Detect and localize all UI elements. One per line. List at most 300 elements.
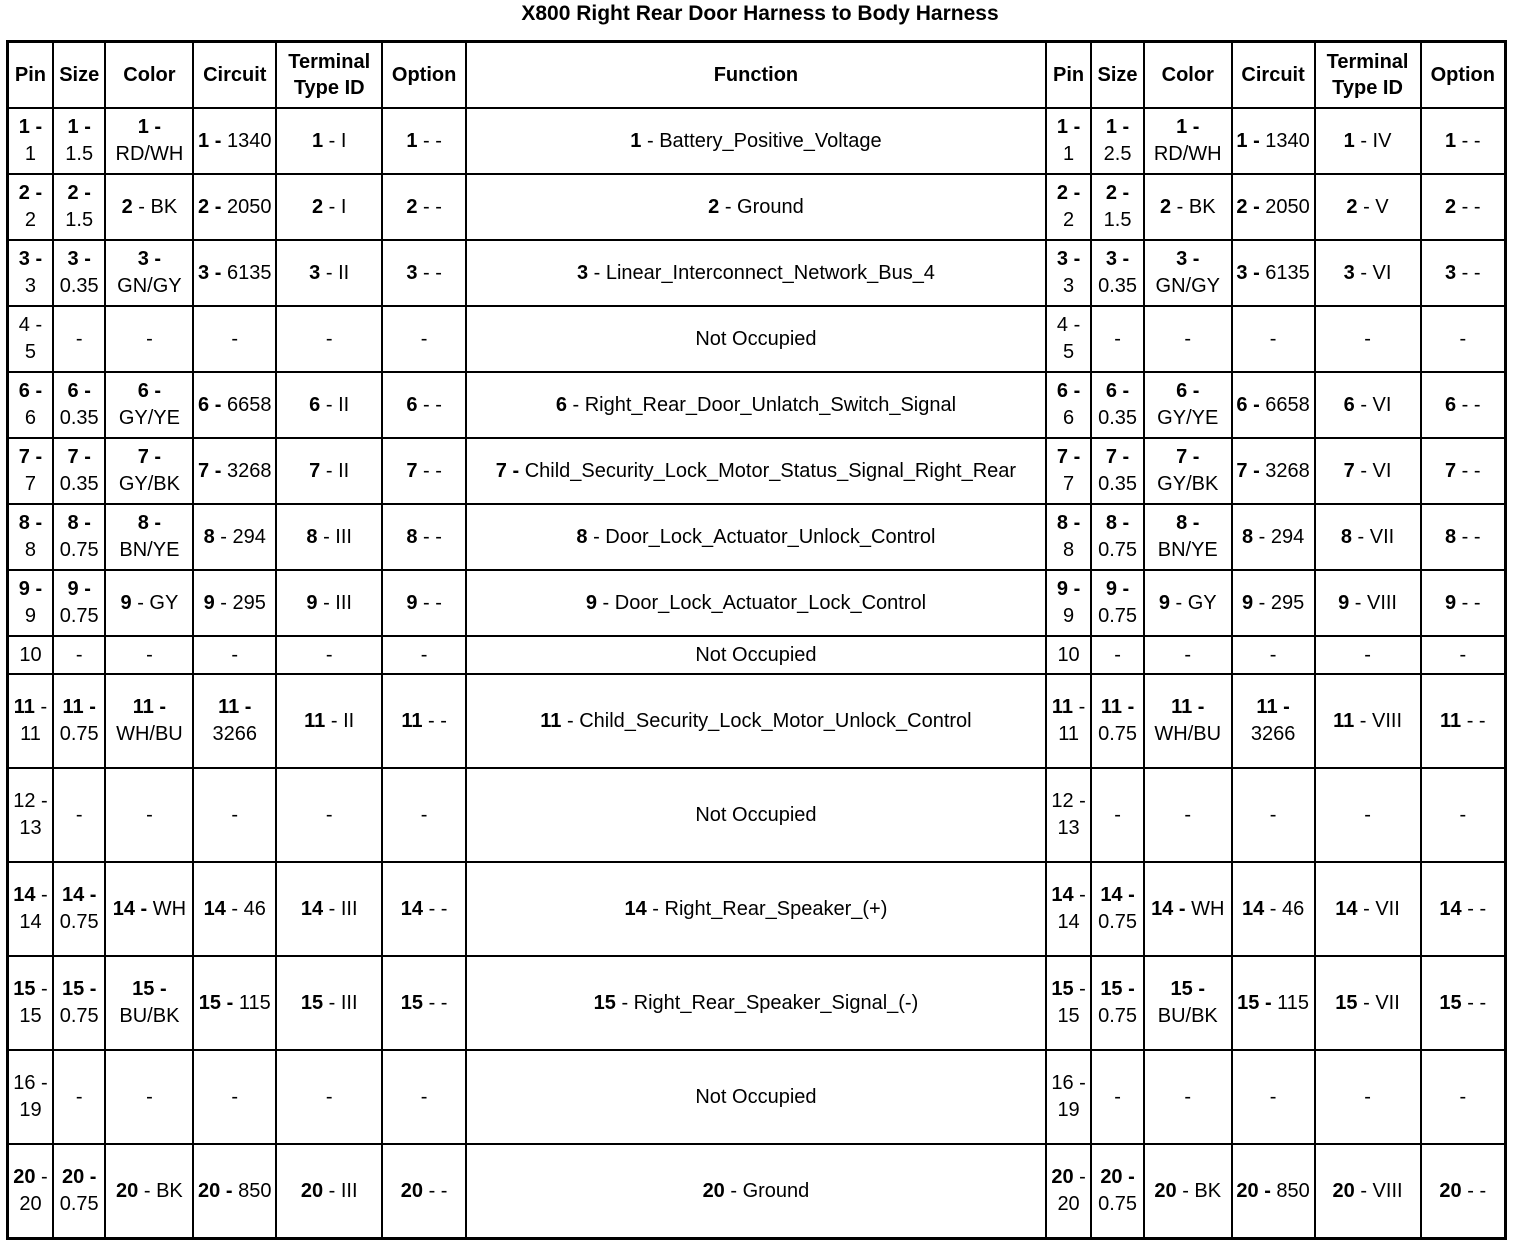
cell-value: - 294 — [1258, 525, 1305, 548]
cell-value: - — [325, 1085, 333, 1108]
cell-value: 0.75 — [59, 605, 99, 627]
cell-pin-prefix: 3 - — [1105, 248, 1130, 270]
cell-value: 0.35 — [59, 275, 99, 297]
cell-pin-2 — [1046, 504, 1091, 570]
cell-option — [382, 174, 466, 240]
cell-size-2 — [1091, 1050, 1144, 1144]
cell-value: - — [146, 803, 153, 826]
header-pin-2: Pin — [1046, 42, 1091, 109]
cell-value: - 11 — [1058, 696, 1086, 745]
cell-pin-prefix: 8 — [1241, 525, 1254, 548]
cell-circuit-2 — [1232, 372, 1315, 438]
cell-value: - - — [423, 591, 442, 614]
cell-value: - II — [330, 709, 355, 732]
cell-pin-prefix: 2 — [1444, 195, 1457, 218]
cell-pin-prefix: 8 — [306, 525, 318, 548]
cell-value: 6658 — [226, 393, 272, 416]
cell-value: RD/WH — [1153, 143, 1222, 165]
cell-pin-prefix: 6 - — [1236, 393, 1260, 416]
cell-value: - 46 — [1269, 897, 1305, 920]
cell-value: - VIII — [1359, 709, 1403, 732]
cell-value: 6 — [24, 407, 37, 429]
cell-option-2 — [1421, 1050, 1506, 1144]
cell-circuit — [193, 306, 276, 372]
cell-pin-prefix: 7 - — [1105, 446, 1130, 468]
cell-color — [105, 570, 193, 636]
cell-pin-prefix: 8 - — [18, 512, 43, 534]
cell-pin-prefix: 11 - — [132, 696, 167, 718]
header-option: Option — [382, 42, 466, 109]
cell-pin-2 — [1046, 570, 1091, 636]
cell-value: - — [146, 327, 153, 350]
cell-pin — [8, 372, 53, 438]
cell-pin-prefix: 2 — [1159, 195, 1172, 218]
cell-pin-prefix: 3 - — [18, 248, 43, 270]
cell-pin-prefix: 20 - — [61, 1166, 97, 1188]
cell-terminal-type-id-2 — [1315, 636, 1421, 674]
cell-function — [466, 1144, 1046, 1239]
cell-value: - — [146, 643, 153, 666]
cell-value: GY/YE — [118, 407, 180, 429]
cell-value: - — [1364, 327, 1371, 350]
header-function: Function — [466, 42, 1046, 109]
table-row — [8, 1144, 1506, 1239]
cell-circuit-2 — [1232, 570, 1315, 636]
cell-value: - - — [428, 1179, 448, 1202]
cell-pin-prefix: 15 — [1439, 991, 1462, 1014]
cell-value: - - — [1466, 709, 1486, 732]
cell-terminal-type-id — [276, 240, 382, 306]
cell-option — [382, 240, 466, 306]
cell-value: - — [146, 1085, 153, 1108]
cell-pin-prefix: 7 - — [137, 446, 162, 468]
cell-terminal-type-id-2 — [1315, 862, 1421, 956]
cell-pin-2 — [1046, 1144, 1091, 1239]
table-row — [8, 570, 1506, 636]
cell-terminal-type-id — [276, 570, 382, 636]
cell-pin-prefix: 1 - — [137, 116, 162, 138]
cell-pin-prefix: 20 — [116, 1179, 139, 1202]
cell-color-2 — [1144, 768, 1232, 862]
cell-value: - — [231, 643, 239, 666]
cell-value: - III — [328, 1179, 358, 1202]
cell-pin-prefix: 9 — [1444, 591, 1457, 614]
cell-terminal-type-id — [276, 956, 382, 1050]
cell-pin-prefix: 14 - — [61, 884, 97, 906]
cell-value: - V — [1363, 195, 1389, 218]
cell-pin-prefix: 3 - — [1056, 248, 1081, 270]
cell-pin — [8, 674, 53, 768]
table-row — [8, 438, 1506, 504]
cell-value: - 295 — [220, 591, 266, 614]
cell-terminal-type-id-2 — [1315, 1144, 1421, 1239]
cell-value: Not Occupied — [695, 643, 817, 666]
cell-pin-prefix: 11 — [540, 709, 562, 732]
cell-pin-prefix: 11 — [1051, 696, 1074, 718]
cell-option — [382, 372, 466, 438]
cell-pin-prefix: 15 - — [1100, 978, 1135, 1000]
cell-value: 6658 — [1265, 393, 1310, 416]
cell-pin-prefix: 20 — [1051, 1166, 1074, 1188]
cell-value: 10 — [1057, 643, 1080, 666]
table-body — [8, 108, 1506, 1239]
cell-value: - Door_Lock_Actuator_Unlock_Control — [593, 525, 936, 548]
cell-option-2 — [1421, 674, 1506, 768]
cell-pin-prefix: 7 — [406, 459, 418, 482]
cell-option-2 — [1421, 240, 1506, 306]
cell-pin — [8, 636, 53, 674]
cell-value: - 295 — [1258, 591, 1305, 614]
cell-value: 7 — [1063, 473, 1075, 495]
cell-color — [105, 372, 193, 438]
cell-option — [382, 674, 466, 768]
cell-circuit — [193, 1050, 276, 1144]
cell-value: - — [325, 643, 333, 666]
cell-value: 3268 — [226, 459, 272, 482]
cell-value: - I — [328, 129, 347, 152]
cell-value: - — [420, 1085, 428, 1108]
cell-pin-prefix: 20 - — [1236, 1179, 1271, 1202]
cell-pin-prefix: 7 - — [67, 446, 91, 468]
cell-pin — [8, 174, 53, 240]
cell-size-2 — [1091, 438, 1144, 504]
cell-value: 6135 — [1265, 261, 1310, 284]
cell-option — [382, 438, 466, 504]
cell-value: Not Occupied — [695, 1085, 817, 1108]
cell-terminal-type-id-2 — [1315, 504, 1421, 570]
cell-value: 12 - 13 — [1051, 790, 1086, 839]
cell-pin-prefix: 9 — [1338, 591, 1350, 614]
cell-value: - — [1269, 643, 1277, 666]
cell-option-2 — [1421, 306, 1506, 372]
cell-terminal-type-id-2 — [1315, 372, 1421, 438]
cell-value: - — [75, 643, 83, 666]
cell-pin-prefix: 20 - — [1100, 1166, 1135, 1188]
cell-pin-prefix: 8 — [1444, 525, 1457, 548]
header-terminal-type-id: Terminal Type ID — [276, 42, 382, 109]
cell-size-2 — [1091, 636, 1144, 674]
cell-pin — [8, 306, 53, 372]
cell-pin-prefix: 3 - — [198, 261, 222, 284]
cell-pin-prefix: 11 — [1439, 709, 1462, 732]
cell-value: - Ground — [724, 195, 804, 218]
cell-circuit-2 — [1232, 504, 1315, 570]
cell-pin-prefix: 20 — [1439, 1179, 1462, 1202]
cell-value: - - — [423, 393, 442, 416]
cell-pin-prefix: 7 - — [18, 446, 43, 468]
cell-terminal-type-id — [276, 372, 382, 438]
cell-size-2 — [1091, 1144, 1144, 1239]
header-circuit: Circuit — [193, 42, 276, 109]
cell-pin-prefix: 20 — [1154, 1179, 1177, 1202]
cell-value: GY/BK — [1157, 473, 1219, 495]
cell-value: - — [420, 803, 428, 826]
cell-color — [105, 1144, 193, 1239]
cell-size — [53, 306, 106, 372]
cell-value: - Battery_Positive_Voltage — [646, 129, 882, 152]
cell-size — [53, 1050, 106, 1144]
cell-pin-prefix: 11 — [304, 709, 326, 732]
cell-size-2 — [1091, 768, 1144, 862]
cell-pin-prefix: 3 — [1343, 261, 1355, 284]
cell-pin-2 — [1046, 174, 1091, 240]
cell-option-2 — [1421, 1144, 1506, 1239]
cell-circuit-2 — [1232, 108, 1315, 174]
cell-value: 3 — [24, 275, 37, 297]
cell-pin-prefix: 6 — [1444, 393, 1457, 416]
cell-value: - — [231, 1085, 239, 1108]
cell-terminal-type-id-2 — [1315, 108, 1421, 174]
cell-value: 12 - 13 — [13, 790, 48, 839]
cell-color-2 — [1144, 862, 1232, 956]
cell-function — [466, 438, 1046, 504]
cell-option-2 — [1421, 174, 1506, 240]
cell-value: - — [1364, 643, 1371, 666]
cell-circuit — [193, 174, 276, 240]
cell-value: - 14 — [1057, 884, 1086, 933]
cell-value: - — [75, 1085, 83, 1108]
cell-pin-prefix: 11 — [401, 709, 423, 732]
cell-value: 1.5 — [65, 143, 94, 165]
cell-circuit — [193, 956, 276, 1050]
cell-option-2 — [1421, 108, 1506, 174]
cell-size — [53, 674, 106, 768]
cell-pin — [8, 570, 53, 636]
cell-value: - 20 — [1057, 1166, 1086, 1215]
cell-option — [382, 306, 466, 372]
table-row — [8, 636, 1506, 674]
cell-size-2 — [1091, 174, 1144, 240]
cell-value: - — [1184, 643, 1192, 666]
cell-value: - VII — [1357, 525, 1395, 548]
cell-pin-2 — [1046, 636, 1091, 674]
cell-pin-prefix: 8 - — [67, 512, 91, 534]
cell-function — [466, 862, 1046, 956]
cell-size-2 — [1091, 674, 1144, 768]
cell-pin-prefix: 20 — [702, 1179, 725, 1202]
cell-color-2 — [1144, 240, 1232, 306]
cell-pin-prefix: 8 — [576, 525, 588, 548]
table-row — [8, 306, 1506, 372]
cell-circuit — [193, 570, 276, 636]
cell-value: 0.35 — [1098, 407, 1138, 429]
cell-value: 4 - 5 — [18, 314, 43, 363]
cell-pin-prefix: 11 - — [218, 696, 252, 718]
cell-pin-prefix: 7 — [1444, 459, 1457, 482]
cell-value: - BK — [1176, 195, 1216, 218]
cell-value: 9 — [1063, 605, 1075, 627]
cell-pin — [8, 1050, 53, 1144]
cell-value: BN/YE — [119, 539, 180, 561]
cell-pin-prefix: 9 - — [1105, 578, 1130, 600]
cell-terminal-type-id-2 — [1315, 956, 1421, 1050]
cell-pin-prefix: 8 - — [1056, 512, 1081, 534]
cell-value: - BK — [143, 1179, 183, 1202]
cell-circuit-2 — [1232, 862, 1315, 956]
cell-value: 16 - 19 — [13, 1072, 48, 1121]
cell-option-2 — [1421, 862, 1506, 956]
cell-pin-prefix: 1 - — [198, 129, 222, 152]
cell-pin-prefix: 7 - — [495, 459, 520, 482]
cell-pin-prefix: 11 — [1333, 709, 1355, 732]
cell-size — [53, 768, 106, 862]
table-row — [8, 372, 1506, 438]
cell-color-2 — [1144, 570, 1232, 636]
cell-terminal-type-id — [276, 174, 382, 240]
cell-circuit — [193, 438, 276, 504]
cell-value: - — [420, 643, 428, 666]
cell-pin-prefix: 14 - — [1100, 884, 1135, 906]
table-row — [8, 240, 1506, 306]
cell-value: 0.35 — [59, 473, 99, 495]
cell-color — [105, 240, 193, 306]
cell-size-2 — [1091, 306, 1144, 372]
cell-pin-prefix: 15 - — [1170, 978, 1205, 1000]
cell-value: BU/BK — [119, 1005, 180, 1027]
cell-pin-prefix: 3 — [1444, 261, 1457, 284]
cell-size-2 — [1091, 504, 1144, 570]
cell-value: 0.75 — [59, 723, 99, 745]
cell-circuit-2 — [1232, 956, 1315, 1050]
table-row — [8, 1050, 1506, 1144]
cell-value: - — [1269, 1085, 1277, 1108]
cell-pin-prefix: 7 - — [198, 459, 222, 482]
cell-option — [382, 570, 466, 636]
cell-function — [466, 1050, 1046, 1144]
cell-value: - II — [325, 393, 350, 416]
cell-pin-prefix: 15 - — [1237, 991, 1272, 1014]
cell-value: WH/BU — [1154, 723, 1222, 745]
cell-pin-prefix: 15 - — [198, 991, 234, 1014]
cell-value: 6135 — [226, 261, 272, 284]
cell-color-2 — [1144, 636, 1232, 674]
cell-value: 115 — [1277, 991, 1310, 1014]
cell-pin-prefix: 3 — [309, 261, 321, 284]
cell-value: 1 — [1063, 143, 1075, 165]
cell-size — [53, 372, 106, 438]
cell-size — [53, 636, 106, 674]
cell-pin-prefix: 6 - — [1056, 380, 1081, 402]
cell-value: 0.75 — [59, 539, 99, 561]
cell-pin-prefix: 9 — [120, 591, 132, 614]
cell-pin-prefix: 7 - — [1176, 446, 1200, 468]
cell-pin-prefix: 9 — [203, 591, 215, 614]
cell-value: 850 — [1276, 1179, 1310, 1202]
cell-pin — [8, 108, 53, 174]
cell-size — [53, 174, 106, 240]
cell-value: - — [1114, 803, 1121, 826]
cell-value: - II — [325, 261, 350, 284]
cell-value: 0.75 — [59, 911, 99, 933]
cell-pin-prefix: 9 — [406, 591, 418, 614]
cell-color-2 — [1144, 438, 1232, 504]
cell-value: - — [1184, 327, 1192, 350]
cell-value: - - — [428, 897, 448, 920]
cell-option-2 — [1421, 636, 1506, 674]
cell-pin-2 — [1046, 768, 1091, 862]
cell-value: 8 — [1063, 539, 1075, 561]
cell-pin-prefix: 15 — [300, 991, 324, 1014]
cell-function — [466, 570, 1046, 636]
cell-value: - 11 — [20, 696, 48, 745]
cell-circuit-2 — [1232, 636, 1315, 674]
cell-circuit-2 — [1232, 1050, 1315, 1144]
cell-size — [53, 1144, 106, 1239]
cell-pin-prefix: 1 — [311, 129, 324, 152]
cell-option — [382, 504, 466, 570]
cell-pin-prefix: 1 — [406, 129, 418, 152]
cell-pin-prefix: 14 - — [1151, 897, 1186, 920]
cell-value: 0.35 — [59, 407, 99, 429]
cell-pin-prefix: 9 - — [18, 578, 43, 600]
cell-color — [105, 438, 193, 504]
cell-pin-prefix: 15 — [400, 991, 424, 1014]
cell-size — [53, 438, 106, 504]
cell-value: 0.75 — [1098, 539, 1138, 561]
cell-pin-prefix: 11 - — [1171, 696, 1205, 718]
header-pin: Pin — [8, 42, 53, 109]
cell-pin-prefix: 7 - — [1056, 446, 1081, 468]
cell-pin-prefix: 1 - — [1176, 116, 1200, 138]
cell-option — [382, 108, 466, 174]
cell-value: GN/GY — [117, 275, 182, 297]
cell-size — [53, 862, 106, 956]
cell-circuit — [193, 862, 276, 956]
cell-function — [466, 636, 1046, 674]
cell-pin-prefix: 6 - — [1105, 380, 1130, 402]
cell-terminal-type-id — [276, 306, 382, 372]
cell-pin-prefix: 15 — [13, 978, 36, 1000]
cell-pin-prefix: 2 — [311, 195, 324, 218]
cell-pin-prefix: 14 — [1241, 897, 1265, 920]
cell-value: - GY — [1175, 591, 1217, 614]
cell-value: GY/BK — [118, 473, 180, 495]
cell-size-2 — [1091, 956, 1144, 1050]
cell-circuit — [193, 240, 276, 306]
cell-option-2 — [1421, 768, 1506, 862]
cell-value: - I — [328, 195, 347, 218]
cell-pin — [8, 956, 53, 1050]
cell-pin-prefix: 1 - — [1236, 129, 1260, 152]
cell-pin-prefix: 8 — [1340, 525, 1352, 548]
cell-value: - GY — [137, 591, 179, 614]
cell-pin-prefix: 9 — [306, 591, 318, 614]
cell-pin-prefix: 9 — [585, 591, 597, 614]
cell-function — [466, 504, 1046, 570]
cell-value: 6 — [1063, 407, 1075, 429]
cell-value: - VI — [1360, 261, 1392, 284]
cell-color — [105, 862, 193, 956]
cell-value: - — [75, 803, 83, 826]
cell-circuit-2 — [1232, 306, 1315, 372]
cell-pin-prefix: 9 — [1158, 591, 1170, 614]
cell-value: - VIII — [1354, 591, 1397, 614]
cell-terminal-type-id — [276, 504, 382, 570]
cell-value: - - — [1461, 393, 1481, 416]
cell-color — [105, 306, 193, 372]
cell-value: - — [1459, 803, 1467, 826]
cell-value: 1 — [24, 143, 37, 165]
cell-pin-prefix: 8 - — [1176, 512, 1200, 534]
cell-option — [382, 862, 466, 956]
table-title: X800 Right Rear Door Harness to Body Harness — [521, 2, 999, 25]
cell-value: Child_Security_Lock_Motor_Status_Signal_Right_Rear — [524, 459, 1017, 482]
cell-value: 10 — [19, 643, 42, 666]
cell-terminal-type-id — [276, 862, 382, 956]
cell-terminal-type-id-2 — [1315, 674, 1421, 768]
cell-pin-prefix: 7 — [1343, 459, 1355, 482]
cell-pin-prefix: 14 — [1335, 897, 1358, 920]
